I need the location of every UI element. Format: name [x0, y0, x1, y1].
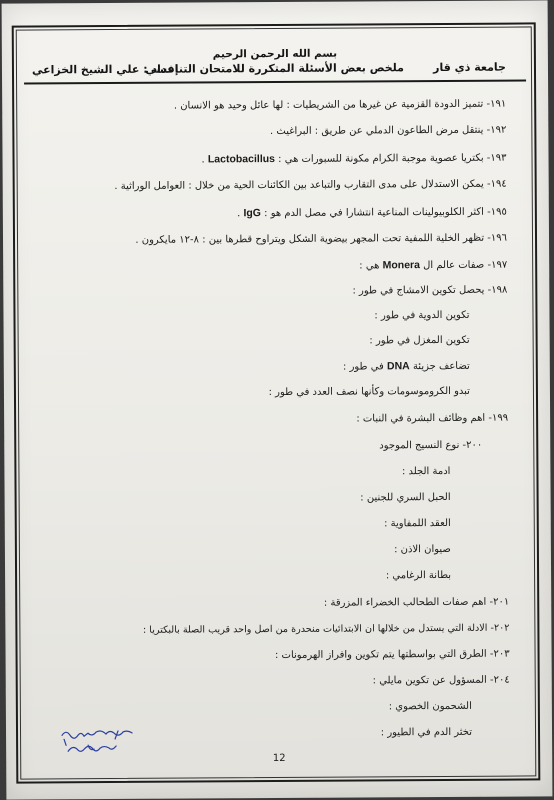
question-200: ٢٠٠- نوع النسيج الموجود — [379, 439, 483, 452]
question-199: ١٩٩- اهم وظائف البشرة في النبات : — [356, 412, 509, 425]
question-197-term: Monera — [382, 259, 420, 272]
question-203: ٢٠٣- الطرق التي بواسطتها يتم تكوين وافراز الهرمونات : — [274, 648, 510, 662]
question-195-text: ١٩٥- اكثر الكلوبيولينات المناعية انتشارا في مصل الدم هو : — [264, 206, 507, 220]
question-194: ١٩٤- يمكن الاستدلال على مدى التقارب والتباعد بين الكائنات الحية من خلال : العوامل الوراثية . — [114, 178, 507, 192]
author-credit: إعداد : علي الشيخ الخزاعي — [31, 62, 179, 77]
question-198-item-2: تكوين المغزل في طور : — [369, 334, 470, 347]
basmala-heading: بسم الله الرحمن الرحيم — [212, 47, 338, 61]
question-204: ٢٠٤- المسؤول عن تكوين مايلي : — [372, 674, 510, 687]
question-198-item-3-term: DNA — [386, 360, 410, 373]
question-200-item-1: ادمة الجلد : — [401, 465, 451, 478]
question-202: ٢٠٢- الادلة التي يستدل من خلالها ان الابتدائيات منحدرة من اصل واحد قريب الصلة بالبكتريا : — [142, 622, 510, 636]
question-200-item-5: بطانة الرغامي : — [385, 569, 452, 582]
question-193: ١٩٣- بكتريا عصوية موجبة الكرام مكونة للسبورات هي : Lactobacillus . — [201, 152, 507, 166]
question-193-text: ١٩٣- بكتريا عصوية موجبة الكرام مكونة للسبورات هي : — [278, 152, 507, 165]
question-200-item-3: العقد اللمفاوية : — [384, 517, 451, 530]
document-page — [2, 0, 553, 799]
question-198-item-3-suffix: في طور : — [342, 361, 384, 373]
question-198-item-1: تكوين الدوية في طور : — [374, 309, 470, 322]
page-border-inner — [16, 26, 537, 779]
question-204-item-1: الشحمون الخصوي : — [388, 700, 472, 713]
question-198: ١٩٨- يحصل تكوين الامشاج في طور : — [352, 284, 508, 297]
question-204-item-2: تخثر الدم في الطيور : — [380, 726, 473, 739]
question-195-term: IgG — [243, 207, 261, 220]
question-193-term: Lactobacillus — [207, 153, 276, 166]
question-197 — [359, 259, 507, 272]
university-name: جامعة ذي قار — [433, 60, 507, 75]
question-197-text: ١٩٧- صفات عالم ال — [423, 259, 508, 272]
question-198-item-3 — [343, 360, 470, 373]
question-198-item-3-text: تضاعف جزيئة — [412, 360, 470, 373]
question-192: ١٩٢- ينتقل مرض الطاعون الدملي عن طريق : البراغيث . — [269, 124, 507, 138]
question-196: ١٩٦- تظهر الخلية اللمفية تحت المجهر بيضوية الشكل ويتراوح قطرها بين : ٨-١٢ مايكرون . — [135, 232, 508, 246]
page-number: 12 — [272, 752, 286, 765]
question-191: ١٩١- تتميز الدودة القزمية عن غيرها من الشريطيات : لها عائل وحيد هو الانسان . — [173, 98, 507, 112]
question-201: ٢٠١- اهم صفات الطحالب الخضراء المزرقة : — [323, 596, 510, 609]
question-195: ١٩٥- اكثر الكلوبيولينات المناعية انتشارا في مصل الدم هو : IgG . — [237, 206, 507, 220]
question-200-item-4: صيوان الاذن : — [394, 543, 451, 556]
question-198-item-4: تبدو الكروموسومات وكأنها نصف العدد في طور : — [268, 385, 470, 399]
question-200-item-2: الحبل السري للجنين : — [360, 491, 451, 504]
document-title: ملخص بعض الأسئلة المتكررة للامتحان التنافسي — [145, 61, 405, 76]
question-197-suffix: هي : — [359, 260, 380, 272]
